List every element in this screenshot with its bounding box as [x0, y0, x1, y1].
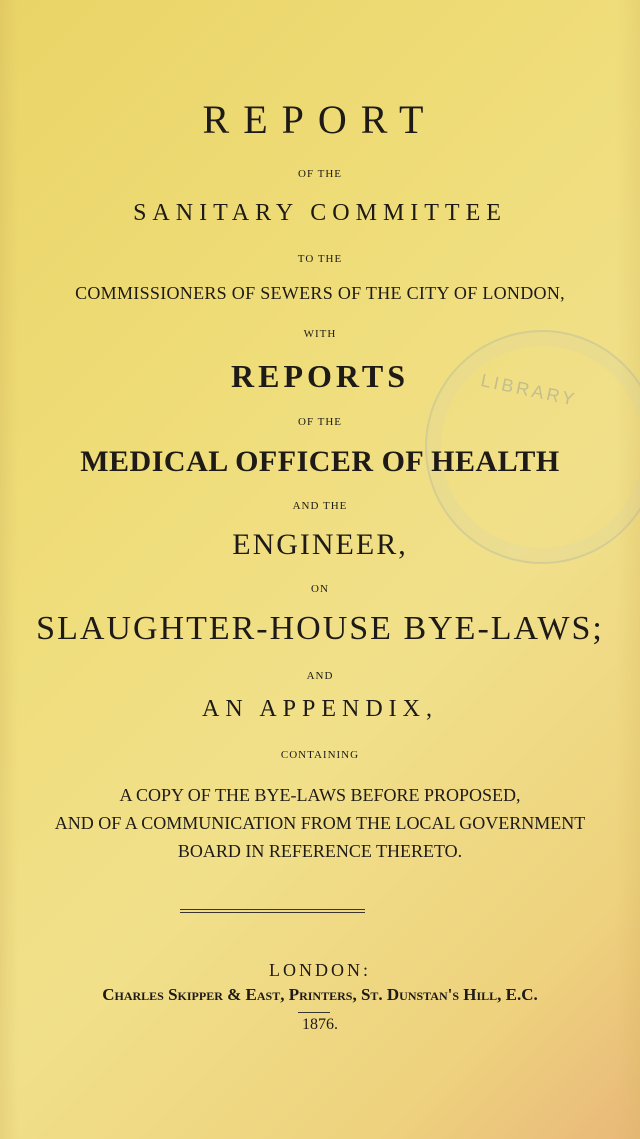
and-the-label: AND THE [292, 500, 348, 512]
of-the-label: OF THE [298, 168, 342, 180]
imprint-place: LONDON: [269, 960, 371, 980]
library-stamp-text: LIBRARY [479, 370, 579, 410]
appendix-heading: AN APPENDIX, [201, 696, 438, 722]
engineer-heading: ENGINEER, [232, 528, 408, 561]
contents-line-1: A COPY OF THE BYE-LAWS BEFORE PROPOSED, [119, 785, 521, 805]
subject-heading: SLAUGHTER-HOUSE BYE-LAWS; [36, 610, 604, 647]
reports-heading: REPORTS [230, 358, 409, 394]
imprint-year: 1876. [302, 1016, 338, 1033]
imprint-printer: Charles Skipper & East, Printers, St. Dunstan's Hill, E.C. [102, 985, 538, 1004]
with-label: WITH [303, 328, 337, 340]
to-the-label: TO THE [297, 253, 343, 265]
contents-line-2: AND OF A COMMUNICATION FROM THE LOCAL GOVERNMENT [54, 813, 586, 833]
committee-heading: SANITARY COMMITTEE [133, 200, 507, 226]
contents-line-3: BOARD IN REFERENCE THERETO. [177, 841, 463, 861]
double-rule-top [180, 909, 365, 910]
short-rule [298, 1012, 330, 1013]
on-label: ON [311, 583, 329, 595]
commissioners-line: COMMISSIONERS OF SEWERS OF THE CITY OF LONDON, [75, 283, 565, 303]
containing-label: CONTAINING [280, 749, 360, 761]
double-rule-bottom [180, 912, 365, 913]
report-title: REPORT [202, 97, 438, 142]
of-the-label-2: OF THE [298, 416, 342, 428]
and-label: AND [306, 670, 334, 682]
medical-officer-heading: MEDICAL OFFICER OF HEALTH [80, 445, 560, 478]
